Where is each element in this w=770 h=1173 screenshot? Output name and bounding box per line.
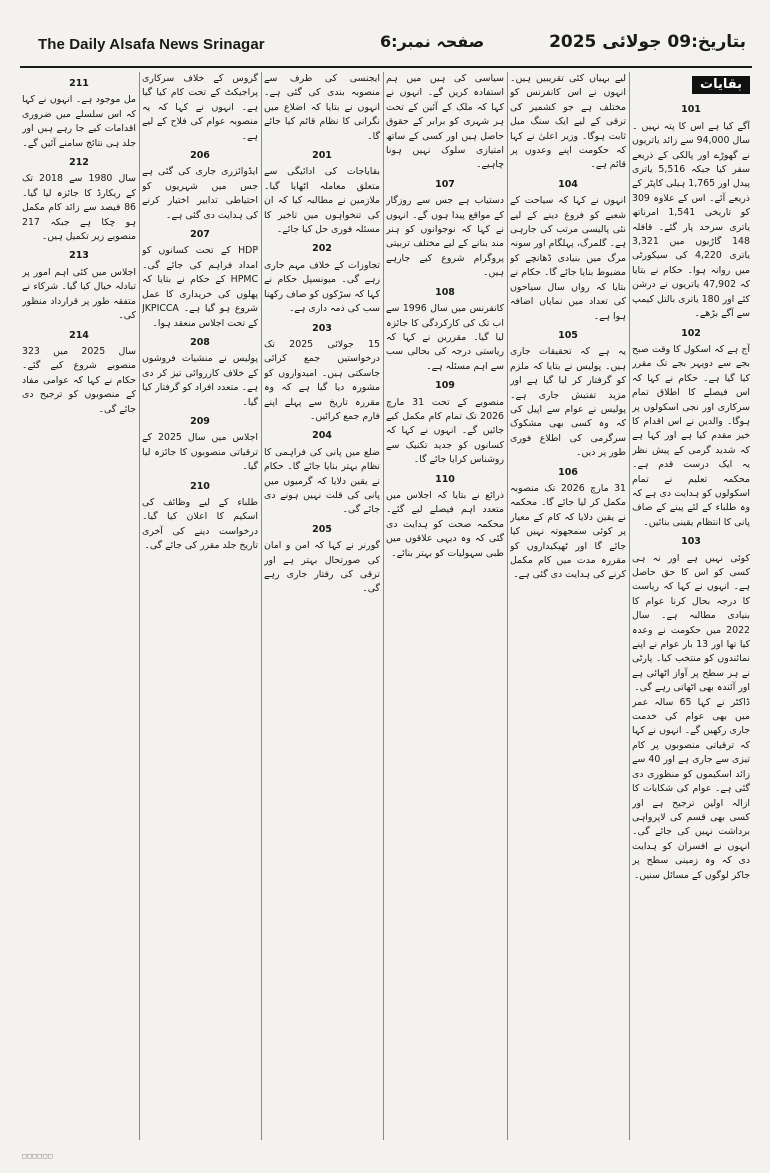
- article-number: 102: [681, 327, 701, 339]
- column-content: [510, 72, 626, 583]
- article-number: 203: [312, 322, 332, 334]
- article-text: انہوں نے کہا کہ سیاحت کے شعبے کو فروغ دینے کے لیے نئی پالیسی مرتب کی جارہی ہے۔ گلمرگ، پہلگام اور سونہ مرگ میں بنیادی ڈھانچے کو مضبوط بنایا جائے گا۔ حکام نے بتایا کہ رواں سال سیاحوں کی تعداد میں نمایاں اضافہ ہوا ہے۔: [510, 195, 626, 322]
- article-number: 206: [190, 150, 210, 162]
- article-text: تجاوزات کے خلاف مہم جاری رہے گی۔ میونسپل حکام نے کہا کہ سڑکوں کو صاف رکھنا سب کی ذمہ داری ہے۔: [264, 259, 380, 315]
- column-rule: [629, 72, 630, 1140]
- column-3: [386, 72, 504, 1140]
- column-content: [632, 103, 750, 883]
- article-text: ذرائع نے بتایا کہ اجلاس میں متعدد اہم فیصلے لیے گئے۔ محکمہ صحت کو ہدایت دی گئی کہ وہ دیہی علاقوں میں طبی سہولیات کو بہتر بنائے۔: [386, 489, 504, 559]
- column-5: [142, 72, 258, 1140]
- article-number: 104: [558, 178, 578, 190]
- article-text: کانفرنس میں سال 1996 سے اب تک کی کارکردگی کا جائزہ لیا گیا۔ مقررین نے کہا کہ ریاستی درجہ کی بحالی سب سے اہم مسئلہ ہے۔: [386, 303, 504, 372]
- article-text: یہ ہے کہ تحقیقات جاری ہیں۔ پولیس نے بتایا کہ ملزم کو گرفتار کر لیا گیا ہے اور مزید تفتیش جاری ہے۔ پولیس نے عوام سے اپیل کی کہ وہ کسی بھی مشکوک سرگرمی کی اطلاع فوری طور پر دیں۔: [510, 346, 626, 459]
- article-number: 208: [190, 336, 210, 348]
- page-number-label: صفحہ نمبر:6: [380, 32, 485, 51]
- article-number: 204: [312, 430, 332, 442]
- article-text: آگے کیا ہے اس کا پتہ نہیں ۔ سال 94,000 سے زائد یاتریوں نے گھوڑے اور پالکی کے ذریعے سفر کیا جبکہ 5,516 یاتری پیدل اور 1,765 ہیلی کاپٹر کے ذریعے آئے۔ اس کے علاوہ 309 کو تاریخی 1,541 امرناتھ یاتری سرحد پار گئے۔ قافلہ 148 گاڑیوں میں 3,321 یاتری 4,220 کی سیکورٹی میں روانہ ہوا۔ حکام نے بتایا کہ 47,902 یاتریوں نے درشن کئے اور 180 یاتری بالتل کیمپ سے آگے بڑھے۔: [632, 120, 750, 320]
- article-number: 214: [69, 329, 89, 341]
- column-content: [142, 72, 258, 554]
- article-number: 107: [435, 178, 455, 190]
- column-2: [510, 72, 626, 1140]
- column-rule: [139, 72, 140, 1140]
- article-number: 106: [558, 466, 578, 478]
- column-rule: [261, 72, 262, 1140]
- article-text: گورنر نے کہا کہ امن و امان کی صورتحال بہتر ہے اور ترقی کی رفتار جاری رہے گی۔: [264, 540, 380, 595]
- article-text: اجلاس میں سال 2025 کے ترقیاتی منصوبوں کا جائزہ لیا گیا۔: [142, 432, 258, 473]
- section-header-baqiyat: بقایات: [692, 76, 750, 94]
- article-text: سال 1980 سے 2018 تک کے ریکارڈ کا جائزہ لیا گیا۔ 86 فیصد سے زائد کام مکمل ہو چکا ہے جبکہ 217 منصوبے زیر تکمیل ہیں۔: [22, 173, 136, 243]
- newspaper-title: The Daily Alsafa News Srinagar: [38, 36, 265, 53]
- column-1: [632, 72, 750, 1140]
- article-number: 213: [69, 250, 89, 262]
- article-number: 101: [681, 104, 701, 116]
- footer-mark: □□□□□□: [22, 1152, 54, 1160]
- article-number: 207: [190, 229, 210, 241]
- article-number: 108: [435, 286, 455, 298]
- article-text: 15 جولائی 2025 تک درخواستیں جمع کرائی جاسکتی ہیں۔ امیدواروں کو مشورہ دیا گیا ہے کہ وہ مقررہ تاریخ سے پہلے اپنے فارم جمع کرائیں۔: [264, 338, 380, 422]
- column-content: [22, 77, 136, 417]
- article-text: HDP کے تحت کسانوں کو امداد فراہم کی جائے گی۔ HPMC کے حکام نے بتایا کہ پھلوں کی خریداری کا عمل شروع ہو گیا ہے۔ JKPICCA کے تحت اجلاس منعقد ہوا۔: [142, 245, 258, 329]
- article-number: 202: [312, 243, 332, 255]
- article-number: 109: [435, 380, 455, 392]
- article-text: اجلاس میں کئی اہم امور پر تبادلہ خیال کیا گیا۔ شرکاء نے متفقہ طور پر قرارداد منظور کی۔: [22, 266, 136, 322]
- article-text: 31 مارچ 2026 تک منصوبہ مکمل کر لیا جائے گا۔ محکمہ نے یقین دلایا کہ کام کے معیار پر کوئی سمجھوتہ نہیں کیا جائے گا اور ٹھیکیداروں کو مقررہ مدت میں کام مکمل کرنے کی ہدایت دی گئی ہے۔: [510, 482, 626, 581]
- article-columns: [20, 72, 752, 1142]
- article-text: بقایاجات کی ادائیگی سے متعلق معاملہ اٹھایا گیا۔ ملازمین نے مطالبہ کیا کہ ان کی تنخواہوں میں تاخیر کا مسئلہ فوری حل کیا جائے۔: [264, 166, 380, 236]
- article-text: سیاسی کی ہیں میں ہم استفادہ کریں گے۔ انہوں نے کہا کہ ملک کے آئین کے تحت ہر شہری کو برابر کے حقوق حاصل ہیں اور کسی کے ساتھ امتیازی سلوک نہیں ہونا چاہیے۔: [386, 73, 504, 171]
- masthead: [20, 22, 752, 68]
- article-number: 110: [435, 473, 455, 485]
- article-text: دستیاب ہے جس سے روزگار کے مواقع پیدا ہوں گے۔ انہوں نے کہا کہ نوجوانوں کو ہنر مند بنانے کے لیے مختلف تربیتی پروگرام شروع کیے جارہے ہیں۔: [386, 195, 504, 279]
- newspaper-page: [20, 22, 752, 1150]
- article-text: ضلع میں پانی کی فراہمی کا نظام بہتر بنایا جائے گا۔ حکام نے یقین دلایا کہ گرمیوں میں پانی کی قلت نہیں ہونے دی جائے گی۔: [264, 446, 380, 516]
- column-rule: [383, 72, 384, 1140]
- column-content: [386, 72, 504, 561]
- article-number: 201: [312, 150, 332, 162]
- article-text: ایجنسی کی طرف سے منصوبہ بندی کی گئی ہے۔ انہوں نے بتایا کہ اضلاع میں نگرانی کا نظام قائم کیا جائے گا۔: [264, 73, 380, 142]
- column-4: [264, 72, 380, 1140]
- article-text: مل موجود ہے۔ انہوں نے کہا کہ اس سلسلے میں ضروری اقدامات کیے جا رہے ہیں اور جلد ہی نتائج سامنے آئیں گے۔: [22, 94, 136, 149]
- article-text: ایڈوائزری جاری کی گئی ہے جس میں شہریوں کو احتیاطی تدابیر اختیار کرنے کی ہدایت دی گئی ہے۔: [142, 166, 258, 221]
- article-number: 212: [69, 157, 89, 169]
- article-number: 103: [681, 536, 701, 548]
- publication-date: بتاریخ:09 جولائی 2025: [549, 32, 746, 52]
- article-text: ڈاکٹر نے کہا 65 سالہ عمر میں بھی عوام کی خدمت جاری رکھیں گے۔ انہوں نے کہا کہ ترقیاتی منصوبوں پر کام تیزی سے جاری ہے اور 40 سے زائد اسکیموں کو منظوری دی گئی ہے۔ عوام کی شکایات کا ازالہ اولین ترجیح ہے اور کسی بھی قسم کی لاپرواہی برداشت نہیں کی جائے گی۔ انہوں نے افسران کو ہدایت دی کہ وہ زمینی سطح پر جاکر لوگوں کے مسائل سنیں۔: [632, 696, 750, 881]
- article-text: گروس کے خلاف سرکاری پراجیکٹ کے تحت کام کیا گیا ہے۔ انہوں نے کہا کہ یہ منصوبہ عوام کی فلاح کے لیے ہے۔: [142, 73, 258, 142]
- column-6: [22, 72, 136, 1140]
- article-text: پولیس نے منشیات فروشوں کے خلاف کارروائی تیز کر دی ہے۔ متعدد افراد کو گرفتار کیا گیا۔: [142, 353, 258, 408]
- article-number: 210: [190, 480, 210, 492]
- column-content: [264, 72, 380, 597]
- article-number: 209: [190, 415, 210, 427]
- column-rule: [507, 72, 508, 1140]
- article-number: 211: [69, 78, 89, 89]
- article-number: 205: [312, 523, 332, 535]
- article-text: لیے بہیاں کئی تقریبیں ہیں۔ انہوں نے اس کانفرنس کو مختلف ہے جو کشمیر کی ترقی کے لیے ایک سنگ میل ثابت ہوگا۔ وزیر اعلیٰ نے کہا کہ حکومت اپنے وعدوں پر قائم ہے۔: [510, 73, 626, 171]
- article-text: کوئی نہیں ہے اور نہ ہی کسی کو اس کا حق حاصل ہے۔ انہوں نے کہا کہ ریاست کا درجہ بحال کرنا عوام کا بنیادی مطالبہ ہے۔ سال 2022 میں حکومت نے وعدہ کیا تھا اور 13 بار عوام نے اپنے نمائندوں کو منتخب کیا۔ پارٹی نے ہر سطح پر آواز اٹھائی ہے اور آئندہ بھی اٹھاتی رہے گی۔: [632, 552, 750, 694]
- article-text: آج ہے کہ اسکول کا وقت صبح بجے سے دوپہر بجے تک مقرر کیا گیا ہے۔ حکام نے کہا کہ اس فیصلے کا اطلاق تمام سرکاری اور نجی اسکولوں پر ہوگا۔ والدین نے اس اقدام کا خیر مقدم کیا ہے اور کہا ہے کہ شدید گرمی کے پیش نظر یہ ایک درست قدم ہے۔ محکمہ تعلیم نے تمام اسکولوں کو ہدایت دی ہے کہ وہ طلباء کے لئے پینے کے صاف پانی کا انتظام یقینی بنائیں۔: [632, 343, 750, 528]
- article-text: سال 2025 میں 323 منصوبے شروع کیے گئے۔ حکام نے کہا کہ عوامی مفاد کے منصوبوں کو ترجیح دی جائے گی۔: [22, 345, 136, 415]
- article-text: منصوبے کے تحت 31 مارچ 2026 تک تمام کام مکمل کیے جائیں گے۔ انہوں نے کہا کہ کسانوں کو جدید تکنیک سے روشناس کرایا جائے گا۔: [386, 396, 504, 466]
- article-text: طلباء کے لیے وظائف کی اسکیم کا اعلان کیا گیا۔ درخواست دینے کی آخری تاریخ جلد مقرر کی جائے گی۔: [142, 496, 258, 552]
- article-number: 105: [558, 329, 578, 341]
